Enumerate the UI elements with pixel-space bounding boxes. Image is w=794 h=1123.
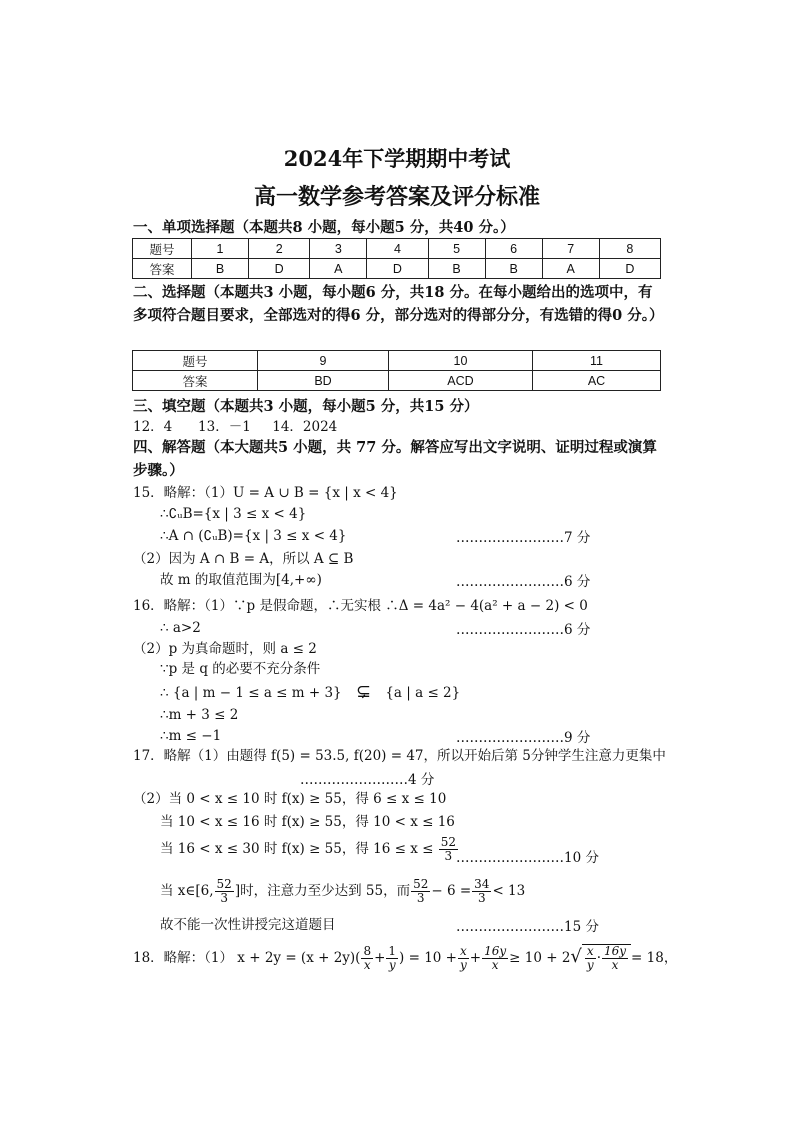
table-cell: D [599,259,660,279]
numerator: 52 [440,835,457,849]
numerator: 16y [603,944,627,958]
table-cell: 10 [389,351,533,371]
numerator: 16y [484,944,507,958]
numerator: 52 [216,877,232,891]
table-cell: D [367,259,428,279]
proper-subset-symbol: ⊊ [355,681,372,702]
denominator: x [491,958,499,972]
denominator: 3 [416,891,425,905]
table-cell: 7 [542,239,599,259]
numerator: x [586,944,594,958]
q17-line6: 故不能一次性讲授完这道题目 [160,917,336,933]
numerator: 8 [363,944,372,958]
section2-answer-table [132,350,661,391]
denominator: x [363,958,371,972]
q15-line1: 15．略解：（1）U = A ∪ B = {x | x < 4} [133,485,398,501]
table-cell: 4 [367,239,428,259]
q16-set-b: {a | a ≤ 2} [385,685,461,701]
q16-set-a: ∴ {a | m − 1 ≤ a ≤ m + 3} [160,685,342,701]
fraction-52-over-3 [215,878,234,905]
q18-part4: = 18， [631,950,678,966]
q15-line5: 故 m 的取值范围为[4,+∞) [160,572,322,588]
table-row [133,239,661,259]
section3-heading: 三、填空题（本题共3 小题，每小题5 分，共15 分） [133,398,479,415]
q15-line3: ∴A ∩ (∁ᵤB)={x | 3 ≤ x < 4} [160,528,347,544]
q18-line1 [133,944,677,972]
q16-line1: 16．略解：（1）∵p 是假命题，∴无实根 ∴Δ = 4a² − 4(a² + a − 2) < 0 [133,598,588,614]
q17-line2: （2）当 0 < x ≤ 10 时 f(x) ≥ 55，得 6 ≤ x ≤ 10 [133,791,447,807]
fraction-16y-over-x [602,945,628,972]
numerator: 52 [413,877,429,891]
row-label: 题号 [133,351,258,371]
table-cell: B [192,259,249,279]
denominator: 3 [220,891,228,905]
q16-line6: ∴m + 3 ≤ 2 [160,707,239,723]
page-title: 2024年下学期期中考试 [283,146,511,171]
table-cell: 6 [485,239,542,259]
sqrt-radicand [582,944,631,972]
q15-line2: ∴∁ᵤB={x | 3 ≤ x < 4} [160,506,307,522]
table-cell: D [249,259,310,279]
q17-line5-part2: ]时，注意力至少达到 55，而 [234,883,411,899]
row-label: 答案 [133,371,258,391]
q16-line3: （2）p 为真命题时，则 a ≤ 2 [133,641,317,657]
table-cell: B [485,259,542,279]
table-cell: AC [533,371,661,391]
table-row [133,259,661,279]
table-row [133,371,661,391]
fraction-52-over-3 [411,878,430,905]
q17-score-3: ……………………15 分 [456,919,599,935]
fill-blank-answers: 12．4 13．－1 14．2024 [133,419,338,435]
fraction-x-over-y [458,945,469,972]
row-label: 题号 [133,239,192,259]
q17-line5-part1: 当 x∈[6, [160,883,214,899]
q15-line4: （2）因为 A ∩ B = A，所以 A ⊆ B [133,551,354,567]
fraction-34-over-3 [472,878,491,905]
denominator: x [611,958,619,972]
q17-line3: 当 10 < x ≤ 16 时 f(x) ≥ 55，得 10 < x ≤ 16 [160,814,455,830]
q18-part2: ) = 10 + [399,950,457,966]
q17-line5-part4: < 13 [492,883,526,899]
multiply-dot: · [596,950,601,966]
section1-answer-table [132,238,661,279]
fraction-8-over-x [361,945,373,972]
q18-part1: 18．略解：（1） x + 2y = (x + 2y)( [133,950,361,966]
table-cell: A [310,259,367,279]
q18-part3: ≥ 10 + 2 [509,950,571,966]
fraction-x-over-y [585,945,596,972]
table-cell: 11 [533,351,661,371]
denominator: y [388,958,396,972]
q16-score-2: ……………………9 分 [456,730,591,746]
denominator: 3 [477,891,486,905]
table-cell: ACD [389,371,533,391]
q16-line7: ∴m ≤ −1 [160,728,222,744]
table-cell: 2 [249,239,310,259]
q17-score-2: ……………………10 分 [456,850,599,866]
numerator: 1 [388,944,397,958]
section4-heading: 四、解答题（本大题共5 小题，共 77 分。解答应写出文字说明、证明过程或演算步骤。） [133,439,657,479]
denominator: y [586,958,594,972]
page-subtitle: 高一数学参考答案及评分标准 [253,184,540,210]
q15-score-2: ……………………6 分 [456,574,591,590]
fraction-1-over-y [386,945,398,972]
q16-line2: ∴ a>2 [160,620,201,636]
row-label: 答案 [133,259,192,279]
numerator: 34 [474,877,490,891]
q15-score-1: ……………………7 分 [456,530,591,546]
q17-score-1: ……………………4 分 [300,772,435,788]
q18-plus: + [469,950,482,966]
table-row [133,351,661,371]
numerator: x [460,944,467,958]
table-cell: B [428,259,485,279]
q17-line4 [160,836,459,863]
table-cell: 9 [258,351,389,371]
table-cell: 3 [310,239,367,259]
fraction-16y-over-x [482,945,508,972]
table-cell: 1 [192,239,249,259]
denominator: y [460,958,467,972]
q17-line5-part3: − 6 = [431,883,472,899]
q17-line1: 17．略解（1）由题得 f(5) = 53.5, f(20) = 47，所以开始后第 5分钟学生注意力更集中 [133,748,666,764]
plus-sign: + [374,950,386,966]
table-cell: BD [258,371,389,391]
section2-heading: 二、选择题（本题共3 小题，每小题6 分，共18 分。在每小题给出的选项中，有多项符合题目要求，全部选对的得6 分，部分选对的得部分分，有选错的得0 分。） [133,284,664,324]
q16-line4: ∵p 是 q 的必要不充分条件 [160,661,321,677]
sqrt-icon: √ [570,946,582,967]
denominator: 3 [444,849,453,863]
table-cell: 5 [428,239,485,259]
table-cell: A [542,259,599,279]
q16-score-1: ……………………6 分 [456,622,591,638]
section1-heading: 一、单项选择题（本题共8 小题，每小题5 分，共40 分。） [133,219,515,236]
q16-line5 [160,682,460,703]
q17-line4-text: 当 16 < x ≤ 30 时 f(x) ≥ 55，得 16 ≤ x ≤ [160,841,434,857]
table-cell: 8 [599,239,660,259]
q17-line5 [160,878,525,905]
